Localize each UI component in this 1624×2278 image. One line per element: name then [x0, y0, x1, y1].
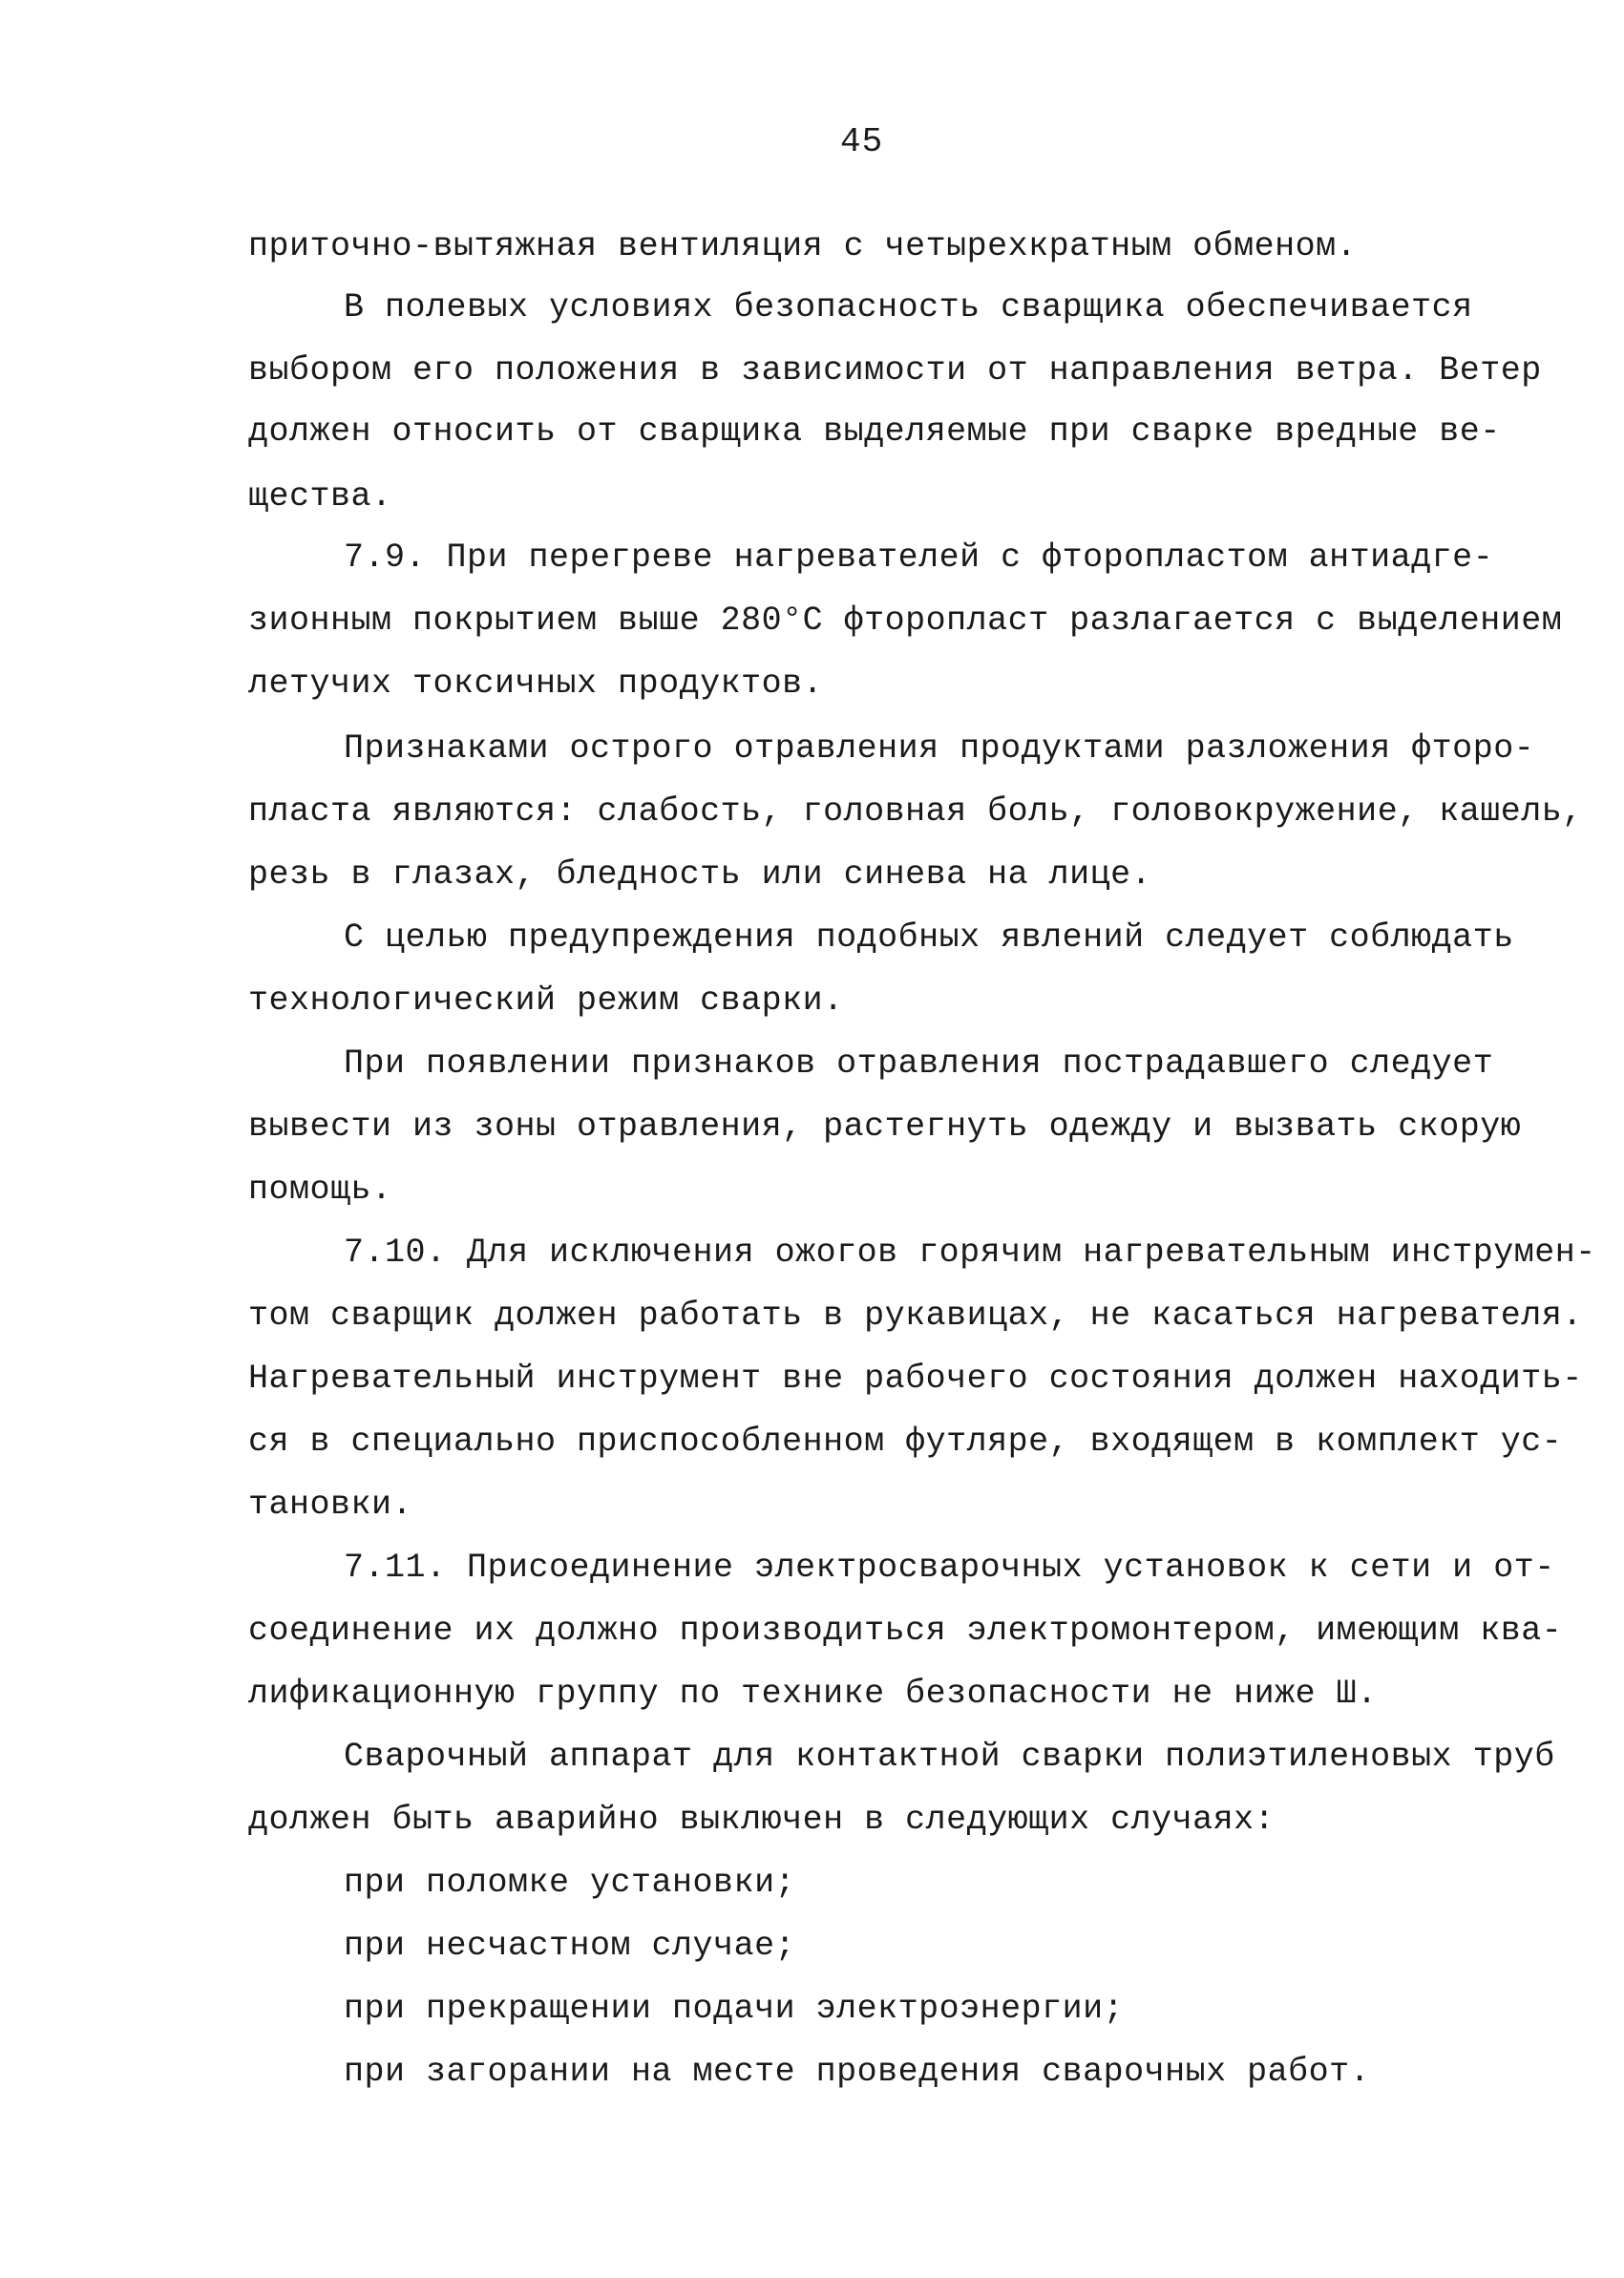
text-line: тановки.: [248, 1486, 413, 1524]
text-line: ся в специально приспособленном футляре, входящем в комплект ус-: [248, 1423, 1563, 1461]
text-line: приточно-вытяжная вентиляция с четырехкратным обменом.: [248, 227, 1358, 265]
page-number: 45: [840, 122, 884, 161]
text-line: летучих токсичных продуктов.: [248, 664, 824, 703]
text-line: технологический режим сварки.: [248, 981, 844, 1020]
text-line: пласта являются: слабость, головная боль, головокружение, кашель,: [248, 792, 1583, 831]
text-line: щества.: [248, 477, 392, 516]
text-line: вывести из зоны отравления, растегнуть одежду и вызвать скорую: [248, 1107, 1522, 1146]
list-item: при несчастном случае;: [344, 1927, 796, 1965]
list-item: при поломке установки;: [344, 1864, 796, 1902]
text-line: лификационную группу по технике безопасности не ниже Ш.: [248, 1675, 1378, 1713]
text-line: должен относить от сварщика выделяемые при сварке вредные ве-: [248, 412, 1501, 451]
text-line: 7.9. При перегреве нагревателей с фторопластом антиадге-: [344, 538, 1494, 577]
text-line: Признаками острого отравления продуктами разложения фторо-: [344, 729, 1535, 768]
text-line: зионным покрытием выше 280°С фторопласт разлагается с выделением: [248, 601, 1563, 640]
text-line: соединение их должно производиться электромонтером, имеющим ква-: [248, 1612, 1563, 1650]
text-line: помощь.: [248, 1171, 392, 1209]
list-item: при загорании на месте проведения сварочных работ.: [344, 2053, 1371, 2091]
text-line: 7.10. Для исключения ожогов горячим нагревательным инструмен-: [344, 1234, 1596, 1272]
list-item: при прекращении подачи электроэнергии;: [344, 1990, 1125, 2028]
text-line: Сварочный аппарат для контактной сварки полиэтиленовых труб: [344, 1738, 1555, 1776]
text-line: выбором его положения в зависимости от направления ветра. Ветер: [248, 351, 1542, 390]
text-line: С целью предупреждения подобных явлений следует соблюдать: [344, 918, 1514, 957]
text-line: При появлении признаков отравления пострадавшего следует: [344, 1044, 1494, 1083]
text-line: 7.11. Присоединение электросварочных установок к сети и от-: [344, 1549, 1555, 1587]
text-line: резь в глазах, бледность или синева на лице.: [248, 855, 1152, 894]
text-line: В полевых условиях безопасность сварщика обеспечивается: [344, 288, 1473, 327]
text-line: Нагревательный инструмент вне рабочего состояния должен находить-: [248, 1360, 1583, 1398]
text-line: должен быть аварийно выключен в следующих случаях:: [248, 1801, 1276, 1839]
text-line: том сварщик должен работать в рукавицах, не касаться нагревателя.: [248, 1297, 1583, 1335]
